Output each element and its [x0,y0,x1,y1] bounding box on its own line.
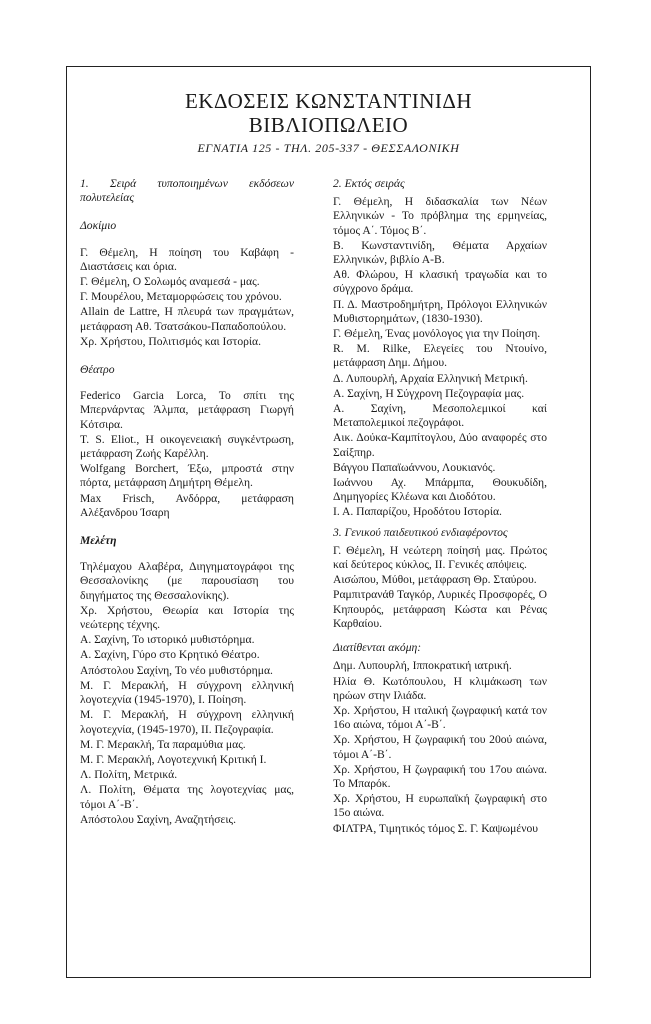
list-item: Χρ. Χρήστου, Η ευρωπαϊκή ζωγραφική στο 15ο αιώνα. [333,792,547,820]
subsection-heading: Δοκίμιο [80,219,117,233]
list-item: Ι. Α. Παπαρίζου, Ηροδότου Ιστορία. [333,505,502,519]
list-item: Μ. Γ. Μερακλή, Λογοτεχνική Κριτική Ι. [80,752,267,766]
list-item: Π. Δ. Μαστροδημήτρη, Πρόλογοι Ελληνικών Μυθιστορημάτων, (1830-1930). [333,297,547,325]
list-item: Αικ. Δούκα-Καμπίτογλου, Δύο αναφορές στο Σαίξπηρ. [333,431,547,459]
list-item: Αθ. Φλώρου, Η κλασική τραγωδία και το σύγχρονο δράμα. [333,268,547,296]
page-frame [66,66,591,978]
section-heading: 3. Γενικού παιδευτικού ενδιαφέροντος [333,525,508,539]
list-item: Χρ. Χρήστου, Η ζωγραφική του 20ού αιώνα, τόμοι Α΄-Β΄. [333,733,547,761]
list-ektos [333,195,547,519]
list-item: Β. Κωνσταντινίδη, Θέματα Αρχαίων Ελληνικών, βιβλίο Α-Β. [333,238,547,267]
list-geniko [333,544,547,631]
list-item: Γ. Μουρέλου, Μεταμορφώσεις του χρόνου. [80,290,282,304]
bookshop-title: ΒΙΒΛΙΟΠΩΛΕΙΟ [248,113,409,137]
list-item: Αισώπου, Μύθοι, μετάφραση Θρ. Σταύρου. [333,573,537,587]
list-item: Α. Σαχίνη, Μεσοπολεμικοί καί Μεταπολεμικοί πεζογράφοι. [333,402,547,430]
list-item: Λ. Πολίτη, Μετρικά. [80,768,178,782]
publisher-title: ΕΚΔΟΣΕΙΣ ΚΩΝΣΤΑΝΤΙΝΙΔΗ [184,89,473,113]
list-item: Α. Σαχίνη, Γύρο στο Κρητικό Θέατρο. [80,648,260,662]
section-heading: 1. Σειρά τυποποιημένων εκδόσεων πολυτελείας [80,177,294,205]
list-item: Απόστολου Σαχίνη, Το νέο μυθιστόρημα. [80,663,273,677]
address-line: ΕΓΝΑΤΙΑ 125 - ΤΗΛ. 205-337 - ΘΕΣΣΑΛΟΝΙΚΗ [197,141,460,155]
list-meleti [80,560,294,827]
list-item: Βάγγου Παπαϊωάννου, Λουκιανός. [333,460,496,474]
section-heading: 2. Εκτός σειράς [333,177,405,190]
list-item: Ιωάννου Αχ. Μπάρμπα, Θουκυδίδη, Δημηγορίες Κλέωνα και Διοδότου. [333,476,547,504]
list-item: Τηλέμαχου Αλαβέρα, Διηγηματογράφοι της Θεσσαλονίκης (με παρουσίαση του διηγήματος της Θεσσαλονίκης). [80,560,294,602]
list-item: Μ. Γ. Μερακλή, Η σύγχρονη ελληνική λογοτεχνία, (1945-1970), ΙΙ. Πεζογραφία. [80,708,294,736]
right-column [333,177,547,837]
list-item: Χρ. Χρήστου, Πολιτισμός και Ιστορία. [80,334,261,348]
list-item: Χρ. Χρήστου, Η ιταλική ζωγραφική κατά τον 16ο αιώνα, τόμοι Α΄-Β΄. [333,703,547,732]
list-item: Γ. Θέμελη, Ο Σολωμός αναμεσά - μας. [80,275,260,289]
list-diatith [333,659,547,835]
section-heading: Διατίθενται ακόμη: [333,641,422,655]
list-item: Max Frisch, Ανδόρρα, μετάφραση Αλέξανδρου Ίσαρη [80,491,294,519]
list-item: R. M. Rilke, Ελεγείες του Ντουίνο, μετάφραση Δημ. Δήμου. [333,342,547,370]
list-item: Δημ. Λυπουρλή, Ιπποκρατική ιατρική. [333,659,512,673]
list-item: Μ. Γ. Μερακλή, Τα παραμύθια μας. [80,737,246,751]
list-item: Ηλία Θ. Κωτόπουλου, Η κλιμάκωση των ηρώων στην Ιλιάδα. [333,674,547,702]
list-item: Μ. Γ. Μερακλή, Η σύγχρονη ελληνική λογοτεχνία (1945-1970), Ι. Ποίηση. [80,678,294,707]
list-item: Απόστολου Σαχίνη, Αναζητήσεις. [80,812,237,826]
list-item: Wolfgang Borchert, Έξω, μπροστά στην πόρτα, μετάφραση Δημήτρη Θέμελη. [80,462,294,490]
subsection-heading: Μελέτη [80,534,117,548]
list-item: Γ. Θέμελη, Η νεώτερη ποίησή μας. Πρώτος καί δεύτερος κύκλος, ΙΙ. Γενικές απόψεις. [333,543,547,572]
list-item: Λ. Πολίτη, Θέματα της λογοτεχνίας μας, τόμοι Α΄-Β΄. [80,783,294,811]
list-item: Γ. Θέμελη, Η διδασκαλία των Νέων Ελληνικών - Το πρόβλημα της ερμηνείας, τόμος Α΄. Τόμος Β΄. [333,195,547,237]
list-item: Δ. Λυπουρλή, Αρχαία Ελληνική Μετρική. [333,371,528,385]
list-item: Α. Σαχίνη, Το ιστορικό μυθιστόρημα. [80,633,255,647]
list-item: ΦΙΛΤΡΑ, Τιμητικός τόμος Σ. Γ. Καψωμένου [333,821,539,835]
list-dokimio [80,246,294,349]
header [67,89,590,156]
list-item: Χρ. Χρήστου, Θεωρία και Ιστορία της νεώτερης τέχνης. [80,603,294,632]
list-item: Γ. Θέμελη, Η ποίηση του Καβάφη - Διαστάσεις και όρια. [80,245,294,273]
list-item: Α. Σαχίνη, Η Σύγχρονη Πεζογραφία μας. [333,386,525,400]
list-item: Χρ. Χρήστου, Η ζωγραφική του 17ου αιώνα. Το Μπαρόκ. [333,762,547,790]
list-item: Federico Garcia Lorca, Το σπίτι της Μπερνάρντας Άλμπα, μετάφραση Γιωργή Κότσιρα. [80,389,294,431]
subsection-heading: Θέατρο [80,363,115,377]
left-column [80,177,294,828]
list-item: Γ. Θέμελη, Ένας μονόλογος για την Ποίηση. [333,327,541,341]
list-item: T. S. Eliot., Η οικογενειακή συγκέντρωση, μετάφραση Ζωής Καρέλλη. [80,432,294,461]
list-item: Allain de Lattre, Η πλευρά των πραγμάτων, μετάφραση Αθ. Τσατσάκου-Παπαδοπούλου. [80,305,294,333]
list-theatro [80,389,294,520]
list-item: Ραμπιτρανάθ Ταγκόρ, Λυρικές Προσφορές, Ο Κηπουρός, μετάφραση Κώστα και Ρένας Καρθαίου. [333,588,547,630]
